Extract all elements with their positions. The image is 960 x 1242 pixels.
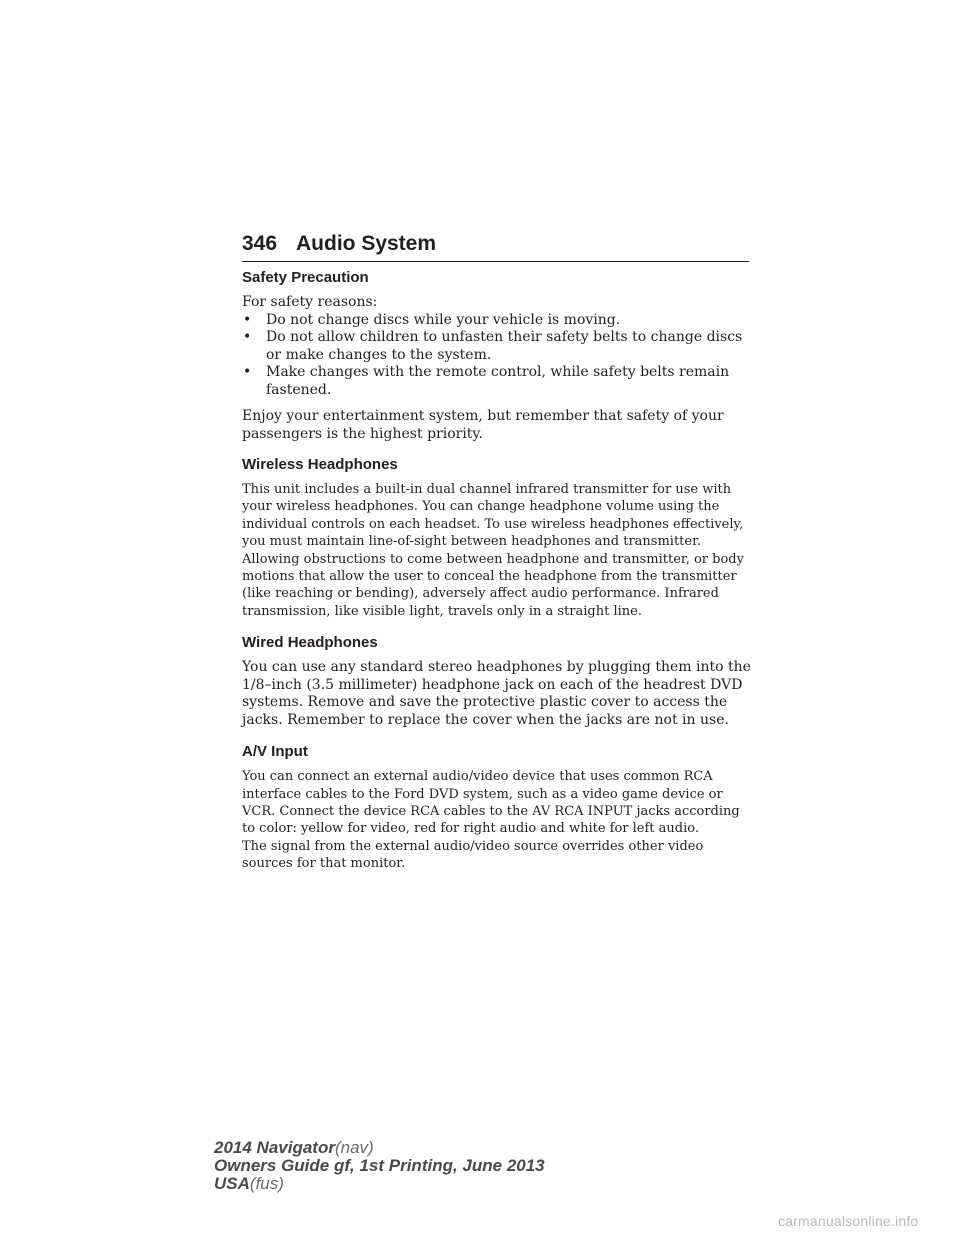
- section-heading-wired: Wired Headphones: [242, 634, 378, 652]
- safety-intro: For safety reasons:: [242, 294, 378, 310]
- av-body-1: You can connect an external audio/video device that uses common RCA interface cables to the Ford DVD system, such as a video game device or VCR. Connect the device RCA cables to the AV RCA INPUT jacks according to color: yellow for video, red for right audio and white for left audio.: [242, 769, 740, 837]
- footer-printing: Owners Guide gf, 1st Printing, June 2013: [214, 1156, 545, 1175]
- wired-body: You can use any standard stereo headphones by plugging them into the 1/8–inch (3.5 millimeter) headphone jack on each of the headrest DVD systems. Remove and save the protective plastic cover to access the jacks. Remember to replace the cover when the jacks are not in use.: [242, 659, 751, 728]
- footer-line-1: [214, 1139, 545, 1157]
- section-wired-headphones: [242, 633, 752, 729]
- footer-market-code: (fus): [249, 1174, 284, 1193]
- list-item: [242, 364, 752, 399]
- section-heading-av: A/V Input: [242, 743, 308, 761]
- footer-model-code: (nav): [334, 1138, 374, 1157]
- watermark: carmanualsonline.info: [778, 1213, 919, 1229]
- footer-model: 2014 Navigator: [214, 1138, 335, 1157]
- av-body-2: The signal from the external audio/video source overrides other video sources for that monitor.: [242, 838, 704, 872]
- bullet-icon: •: [243, 329, 252, 345]
- section-safety-precaution: [242, 268, 752, 443]
- footer-line-3: [214, 1175, 545, 1193]
- page-content: [242, 268, 752, 873]
- footer-market: USA: [214, 1174, 250, 1193]
- bullet-text: Do not allow children to unfasten their safety belts to change discs or make changes to the system.: [266, 329, 743, 363]
- chapter-title: Audio System: [296, 232, 437, 255]
- list-item: [242, 329, 752, 364]
- section-heading-safety: Safety Precaution: [242, 269, 369, 286]
- wireless-body: This unit includes a built-in dual channel infrared transmitter for use with your wireless headphones. You can change headphone volume using the individual controls on each headset. To use wireless headphones effectively, you must maintain line-of-sight between headphones and transmitter. Allowing obstructions to come between headphone and transmitter, or body motions that allow the user to conceal the headphone from the transmitter (like reaching or bending), adversely affect audio performance. Infrared transmission, like visible light, travels only in a straight line.: [242, 482, 744, 619]
- section-heading-wireless: Wireless Headphones: [242, 456, 398, 473]
- safety-bullet-list: [242, 312, 752, 400]
- bullet-icon: •: [243, 364, 252, 380]
- page-header: [242, 231, 749, 262]
- section-wireless-headphones: [242, 455, 752, 620]
- page-number: 346: [242, 232, 278, 255]
- bullet-text: Do not change discs while your vehicle is moving.: [266, 311, 621, 328]
- print-footer: [214, 1139, 545, 1193]
- list-item: [242, 312, 752, 330]
- section-av-input: [242, 742, 752, 872]
- bullet-icon: •: [243, 311, 252, 328]
- footer-line-2: [214, 1157, 545, 1175]
- bullet-text: Make changes with the remote control, while safety belts remain fastened.: [266, 364, 730, 398]
- safety-closing: Enjoy your entertainment system, but remember that safety of your passengers is the highest priority.: [242, 408, 724, 442]
